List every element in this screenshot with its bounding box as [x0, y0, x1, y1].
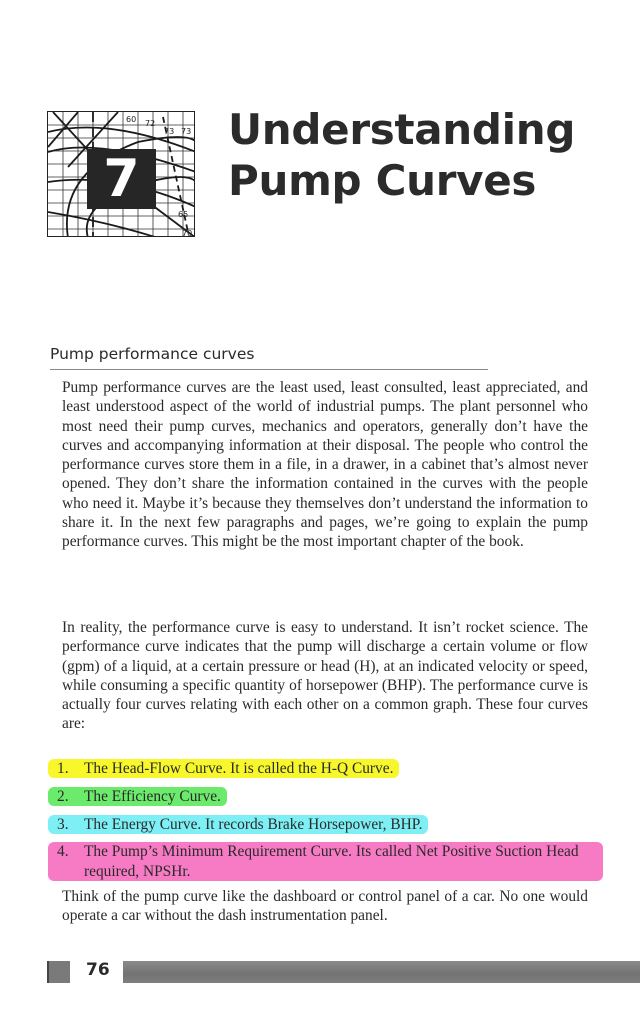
- svg-text:70: 70: [182, 229, 193, 238]
- svg-text:72: 72: [145, 119, 156, 128]
- chapter-title-line1: Understanding: [228, 105, 576, 154]
- svg-text:73: 73: [164, 127, 175, 136]
- svg-text:73: 73: [181, 127, 192, 136]
- page-number: 76: [86, 960, 110, 980]
- section-heading: Pump performance curves: [50, 345, 255, 363]
- curve-list: [48, 759, 608, 889]
- chapter-graphic: [47, 111, 195, 237]
- svg-text:65: 65: [178, 210, 189, 219]
- list-item-efficiency: 2. The Efficiency Curve.: [48, 787, 227, 806]
- section-divider: [50, 369, 488, 370]
- chapter-number-box: [87, 149, 156, 209]
- chapter-title: [228, 104, 575, 206]
- list-item-energy: 3. The Energy Curve. It records Brake Horsepower, BHP.: [48, 815, 428, 834]
- footer-bar: [123, 961, 640, 983]
- chapter-title-line2: Pump Curves: [228, 156, 537, 205]
- paragraph-dashboard: Think of the pump curve like the dashboard or control panel of a car. No one would operate a car without the dash instrumentation panel.: [62, 888, 588, 925]
- paragraph-intro: Pump performance curves are the least used, least consulted, least appreciated, and least understood aspect of the world of industrial pumps. The plant personnel who most need their pump curves, mechanics and operators, generally don’t have the curves and accompanying information at their disposal. The people who control the performance curves store them in a file, in a drawer, in a cabinet that’s almost never opened. They don’t share the information contained in the curves with the people who need it. Maybe it’s because they themselves don’t understand the information to share it. In the next few paragraphs and pages, we’re going to explain the pump performance curves. This might be the most important chapter of the book.: [62, 379, 588, 551]
- list-item-head-flow: 1. The Head-Flow Curve. It is called the H-Q Curve.: [48, 759, 399, 778]
- paragraph-reality: In reality, the performance curve is easy to understand. It isn’t rocket science. The performance curve indicates that the pump will discharge a certain volume or flow (gpm) of a liquid, at a certain pressure or head (H), at an indicated velocity or speed, while consuming a specific quantity of horsepower (BHP). The performance curve is actually four curves relating with each other on a common graph. These four curves are:: [62, 619, 588, 733]
- chapter-number: 7: [103, 149, 140, 209]
- list-item-npshr: 4. The Pump’s Minimum Requirement Curve. Its called Net Positive Suction Head required, NPSHr.: [48, 842, 603, 881]
- footer-marker: [47, 961, 70, 983]
- svg-text:60: 60: [126, 115, 137, 124]
